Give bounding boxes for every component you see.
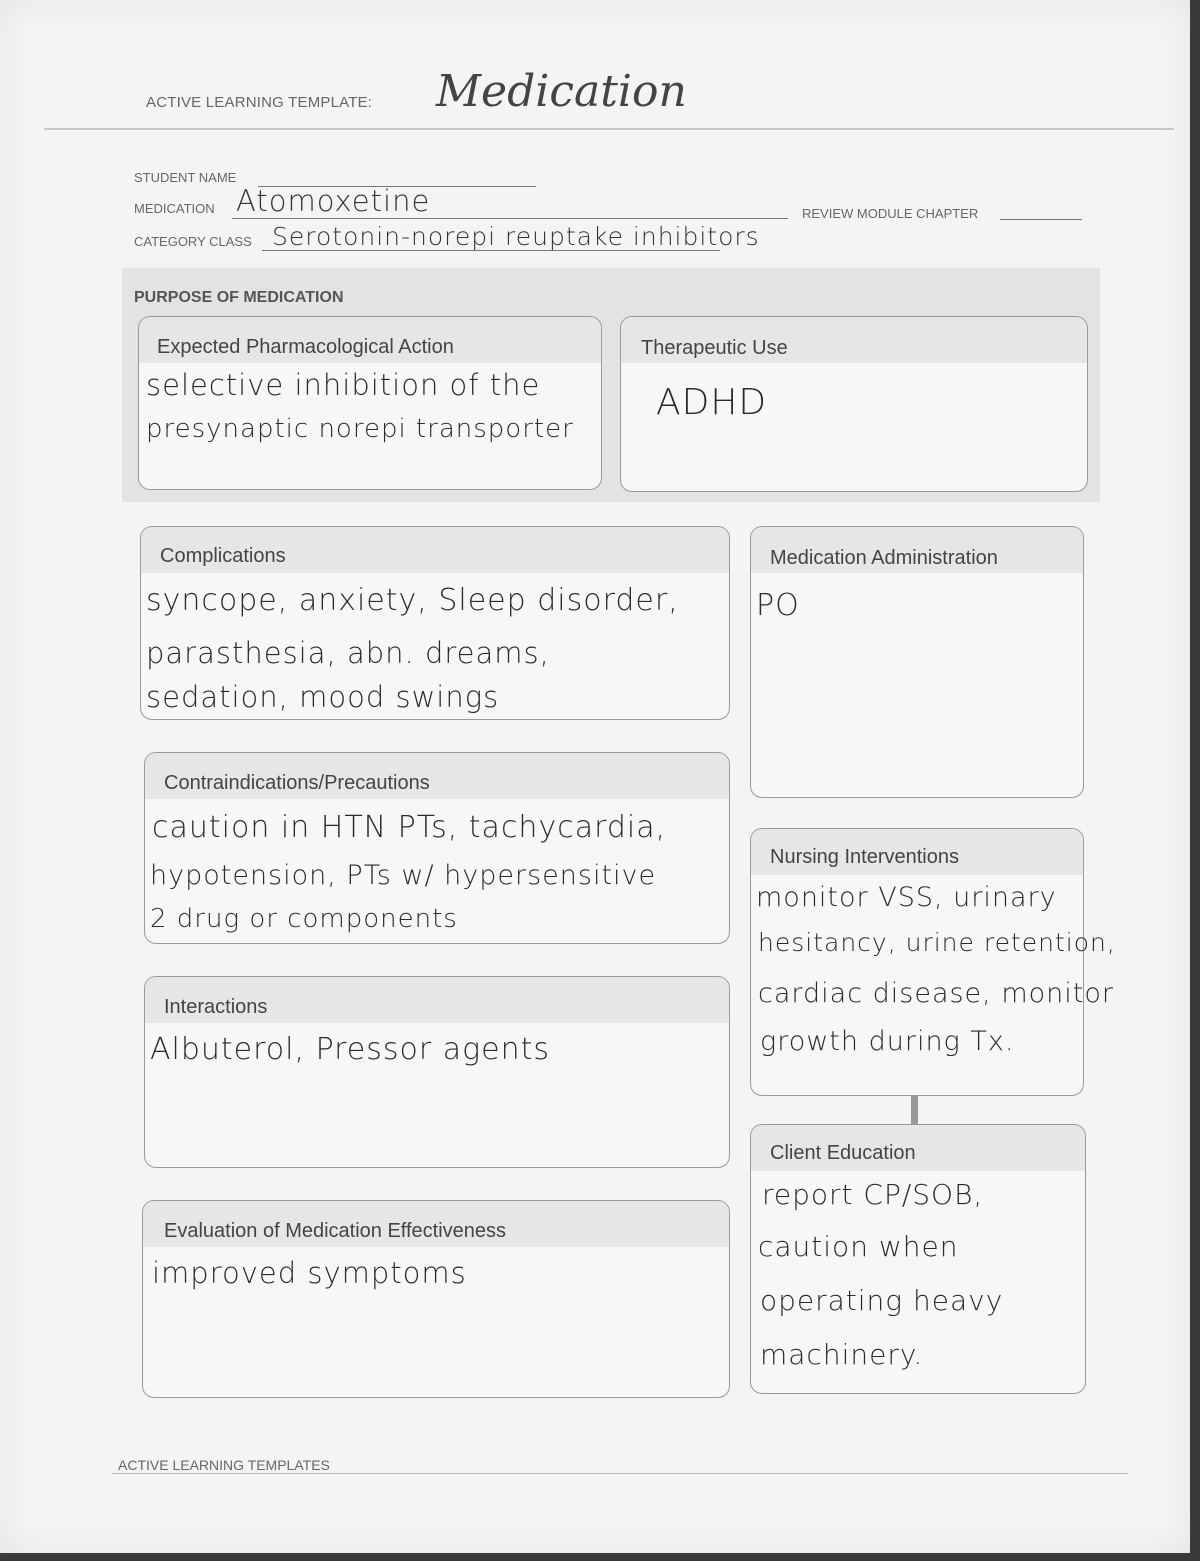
nursing-line-2: hesitancy, urine retention, [758, 928, 1116, 957]
review-module-label: REVIEW MODULE CHAPTER [802, 206, 979, 221]
expected-action-line-1: selective inhibition of the [146, 368, 541, 402]
nursing-line-4: growth during Tx. [760, 1026, 1015, 1057]
review-module-line [1000, 219, 1082, 220]
medication-line [232, 218, 788, 219]
evaluation-title: Evaluation of Medication Effectiveness [164, 1220, 507, 1242]
contraindications-line-1: caution in HTN PTs, tachycardia, [152, 810, 667, 845]
complications-line-1: syncope, anxiety, Sleep disorder, [146, 583, 679, 618]
purpose-label: PURPOSE OF MEDICATION [134, 289, 344, 306]
category-class-label: CATEGORY CLASS [134, 234, 252, 249]
nursing-line-1: monitor VSS, urinary [756, 882, 1057, 913]
evaluation-value: improved symptoms [152, 1256, 467, 1290]
administration-title: Medication Administration [770, 547, 998, 569]
interactions-title: Interactions [164, 996, 268, 1018]
therapeutic-use-title: Therapeutic Use [641, 337, 788, 359]
student-name-label: STUDENT NAME [134, 170, 237, 185]
footer-divider [112, 1473, 1128, 1474]
connector-line [911, 1096, 918, 1124]
administration-value: PO [756, 588, 800, 623]
client-education-line-3: operating heavy [760, 1284, 1004, 1317]
category-class-value[interactable]: Serotonin-norepi reuptake inhibitors [272, 222, 760, 251]
nursing-interventions-title: Nursing Interventions [770, 846, 959, 868]
interactions-value: Albuterol, Pressor agents [150, 1032, 550, 1067]
contraindications-line-2: hypotension, PTs w/ hypersensitive [150, 860, 657, 891]
template-title: Medication [436, 66, 687, 117]
complications-title: Complications [160, 545, 286, 567]
therapeutic-use-value: ADHD [656, 382, 768, 423]
nursing-line-3: cardiac disease, monitor [758, 978, 1114, 1009]
complications-line-2: parasthesia, abn. dreams, [146, 636, 550, 670]
expected-action-line-2: presynaptic norepi transporter [146, 414, 574, 444]
footer-label: ACTIVE LEARNING TEMPLATES [118, 1457, 330, 1473]
header-divider [44, 128, 1174, 130]
complications-line-3: sedation, mood swings [146, 680, 500, 714]
medication-label: MEDICATION [134, 201, 215, 216]
client-education-line-1: report CP/SOB, [762, 1178, 984, 1211]
client-education-line-2: caution when [758, 1230, 959, 1263]
client-education-line-4: machinery. [760, 1338, 924, 1371]
client-education-title: Client Education [770, 1142, 916, 1164]
template-label: ACTIVE LEARNING TEMPLATE: [146, 94, 373, 111]
contraindications-title: Contraindications/Precautions [164, 772, 430, 794]
contraindications-line-3: 2 drug or components [150, 904, 458, 934]
medication-value[interactable]: Atomoxetine [236, 184, 431, 218]
expected-action-title: Expected Pharmacological Action [157, 336, 454, 358]
